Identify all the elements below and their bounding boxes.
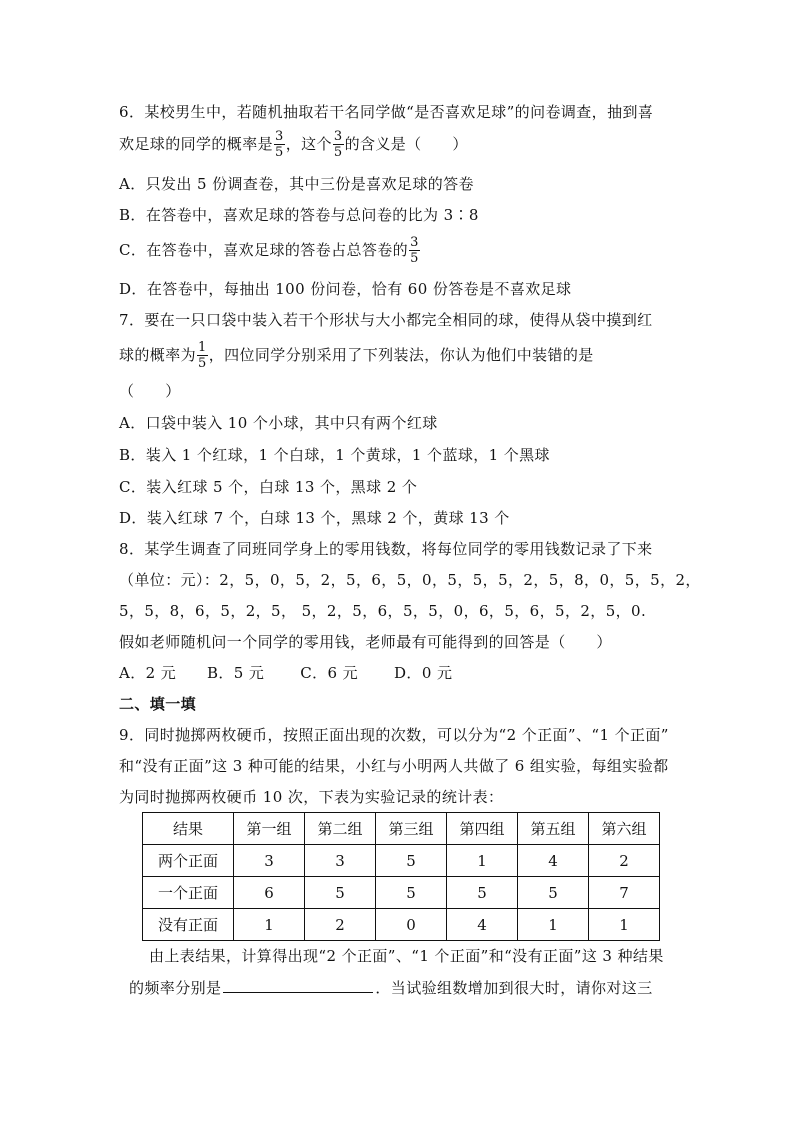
q6-stem-line2 xyxy=(119,126,468,162)
q9-stem-line2: 和“没有正面”这 3 种可能的结果，小红与小明两人共做了 6 组实验，每组实验都 xyxy=(119,757,669,775)
table-header-cell: 第六组 xyxy=(589,813,660,845)
q6-option-d: D．在答卷中，每抽出 100 份问卷，恰有 60 份答卷是不喜欢足球 xyxy=(119,280,572,298)
table-cell: 1 xyxy=(518,909,589,941)
table-header-cell: 第二组 xyxy=(305,813,376,845)
q6-stem-line1: 6．某校男生中，若随机抽取若干名同学做“是否喜欢足球”的问卷调查，抽到喜 xyxy=(119,103,654,121)
q6-fraction-1: $\frac{3}{5}$ xyxy=(275,128,284,160)
q8-stem-line1: 8．某学生调查了同班同学身上的零用钱数，将每位同学的零用钱数记录了下来 xyxy=(119,540,653,558)
table-cell: 3 xyxy=(305,845,376,877)
table-cell: 没有正面 xyxy=(143,909,234,941)
table-cell: 1 xyxy=(447,845,518,877)
q8-stem-line3: 5，5，8，6，5，2，5， 5，2，5，6，5，5，0，6，5，6，5，2，5，0. xyxy=(119,602,647,620)
table-cell: 1 xyxy=(234,909,305,941)
table-cell: 6 xyxy=(234,877,305,909)
q8-stem-line2: （单位：元）：2，5，0，5，2，5，6，5，0，5，5，5，2，5，8，0，5，5，2， xyxy=(119,571,701,589)
table-header-cell: 第一组 xyxy=(234,813,305,845)
table-cell: 3 xyxy=(234,845,305,877)
q9-after-text-b: ．当试验组数增加到很大时，请你对这三 xyxy=(375,979,653,997)
q7-fraction: $\frac{1}{5}$ xyxy=(198,339,207,371)
q7-option-a: A．口袋中装入 10 个小球，其中只有两个红球 xyxy=(119,414,438,432)
q6-stem-text-c: 的含义是（ ） xyxy=(344,135,468,153)
table-cell: 0 xyxy=(376,909,447,941)
q6-option-c xyxy=(119,232,421,268)
table-cell: 2 xyxy=(589,845,660,877)
table-cell: 7 xyxy=(589,877,660,909)
table-cell: 5 xyxy=(447,877,518,909)
table-cell: 5 xyxy=(376,877,447,909)
q7-stem-line2 xyxy=(119,337,594,373)
table-cell: 5 xyxy=(305,877,376,909)
table-cell: 两个正面 xyxy=(143,845,234,877)
table-header-row xyxy=(143,813,660,845)
table-header-cell: 第五组 xyxy=(518,813,589,845)
q7-option-b: B．装入 1 个红球，1 个白球，1 个黄球，1 个蓝球，1 个黑球 xyxy=(119,446,550,464)
table-header-cell: 第三组 xyxy=(376,813,447,845)
q7-stem-text-b: ，四位同学分别采用了下列装法，你认为他们中装错的是 xyxy=(208,346,594,364)
table-cell: 1 xyxy=(589,909,660,941)
table-cell: 2 xyxy=(305,909,376,941)
q6-fraction-2: $\frac{3}{5}$ xyxy=(333,128,343,160)
table-row xyxy=(143,845,660,877)
table-cell: 一个正面 xyxy=(143,877,234,909)
q8-options: A．2 元 B．5 元 C．6 元 D．0 元 xyxy=(119,664,453,682)
q6-stem-text-b: ，这个 xyxy=(285,135,332,153)
q7-option-c: C．装入红球 5 个，白球 13 个，黑球 2 个 xyxy=(119,478,418,496)
q9-answer-blank[interactable] xyxy=(223,978,373,993)
table-cell: 4 xyxy=(518,845,589,877)
q9-stem-line3: 为同时抛掷两枚硬币 10 次，下表为实验记录的统计表： xyxy=(119,788,504,806)
table-cell: 5 xyxy=(376,845,447,877)
q8-stem-line4: 假如老师随机问一个同学的零用钱，老师最有可能得到的回答是（ ） xyxy=(119,633,612,651)
table-cell: 5 xyxy=(518,877,589,909)
q6-option-b: B．在答卷中，喜欢足球的答卷与总问卷的比为 3∶8 xyxy=(119,206,479,224)
table-row xyxy=(143,909,660,941)
q9-stem-line1: 9．同时抛掷两枚硬币，按照正面出现的次数，可以分为“2 个正面”、“1 个正面” xyxy=(119,726,669,744)
experiment-stats-table xyxy=(142,812,660,941)
section-title-fill-in: 二、填一填 xyxy=(119,695,197,713)
table-cell: 4 xyxy=(447,909,518,941)
q9-after-line1: 由上表结果，计算得出现“2 个正面”、“1 个正面”和“没有正面”这 3 种结果 xyxy=(149,947,664,965)
table-header-cell: 第四组 xyxy=(447,813,518,845)
q6-option-c-text: C．在答卷中，喜欢足球的答卷占总答卷的 xyxy=(119,241,409,259)
q9-after-text-a: 的频率分别是 xyxy=(129,979,222,997)
q6-stem-text-a: 欢足球的同学的概率是 xyxy=(119,135,274,153)
q7-answer-parens: （ ） xyxy=(119,382,181,400)
q7-stem-text-a: 球的概率为 xyxy=(119,346,197,364)
table-header-cell: 结果 xyxy=(143,813,234,845)
q7-stem-line1: 7．要在一只口袋中装入若干个形状与大小都完全相同的球，使得从袋中摸到红 xyxy=(119,311,653,329)
q9-after-line2 xyxy=(129,978,653,998)
table-row xyxy=(143,877,660,909)
q7-option-d: D．装入红球 7 个，白球 13 个，黑球 2 个，黄球 13 个 xyxy=(119,509,510,527)
q6-option-c-fraction: $\frac{3}{5}$ xyxy=(410,234,419,266)
q6-option-a: A．只发出 5 份调查卷，其中三份是喜欢足球的答卷 xyxy=(119,175,474,193)
